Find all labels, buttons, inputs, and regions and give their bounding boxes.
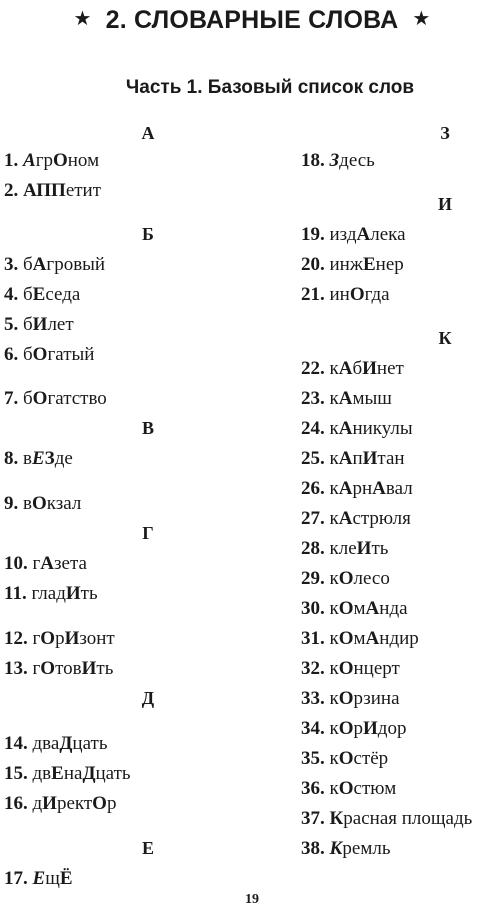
word-list-item xyxy=(4,254,105,276)
word-part: дор xyxy=(377,718,407,739)
word-list-item xyxy=(4,180,101,202)
word-list-item xyxy=(4,583,98,605)
highlighted-letter: К xyxy=(329,838,343,859)
word-list-item xyxy=(301,388,392,410)
vocabulary-word xyxy=(330,150,375,171)
word-part: вал xyxy=(385,478,413,499)
word-part: де xyxy=(54,448,73,469)
subtitle: Часть 1. Базовый список слов xyxy=(125,77,415,98)
item-number: 6. xyxy=(4,344,19,365)
word-list-item xyxy=(301,358,404,380)
vocabulary-word xyxy=(330,748,389,769)
word-part: к xyxy=(329,388,339,409)
highlighted-letter: Е xyxy=(32,284,46,305)
highlighted-letter: А xyxy=(338,478,353,499)
highlighted-letter: Д xyxy=(59,733,73,754)
word-list-item xyxy=(301,838,391,860)
highlighted-letter: О xyxy=(92,793,107,814)
word-part: рзина xyxy=(353,688,400,709)
word-part: к xyxy=(329,748,339,769)
vocabulary-word xyxy=(23,448,73,469)
word-list-item xyxy=(4,733,107,755)
item-number: 16. xyxy=(4,793,28,814)
word-part: б xyxy=(23,388,33,409)
vocabulary-word xyxy=(23,493,81,514)
word-part: лека xyxy=(370,224,406,245)
item-number: 10. xyxy=(4,553,28,574)
item-number: 19. xyxy=(301,224,325,245)
highlighted-letter: О xyxy=(32,388,48,409)
word-part: зонт xyxy=(79,628,115,649)
vocabulary-word xyxy=(23,314,74,335)
word-part: зета xyxy=(54,553,87,574)
highlighted-letter: О xyxy=(338,568,354,589)
word-list-item xyxy=(301,254,404,276)
highlighted-letter: О xyxy=(338,658,354,679)
vocabulary-word xyxy=(23,180,101,201)
letter-heading: Е xyxy=(141,838,154,858)
item-number: 4. xyxy=(4,284,19,305)
item-number: 34. xyxy=(301,718,325,739)
word-part: г xyxy=(32,553,41,574)
word-part: стёр xyxy=(353,748,389,769)
word-list-item xyxy=(4,388,107,410)
word-part: гатство xyxy=(47,388,107,409)
item-number: 3. xyxy=(4,254,19,275)
vocabulary-word xyxy=(330,718,407,739)
word-part: стрюля xyxy=(352,508,411,529)
highlighted-letter: О xyxy=(40,628,56,649)
word-part: б xyxy=(352,358,363,379)
word-part: к xyxy=(329,478,339,499)
word-part: седа xyxy=(45,284,81,305)
item-number: 27. xyxy=(301,508,325,529)
word-part: рект xyxy=(56,793,93,814)
word-list-item xyxy=(301,478,413,500)
item-number: 13. xyxy=(4,658,28,679)
highlighted-letter: Д xyxy=(82,763,96,784)
item-number: 17. xyxy=(4,868,28,889)
highlighted-letter: А xyxy=(338,388,353,409)
word-part: к xyxy=(329,718,339,739)
star-icon: ★ xyxy=(412,8,431,30)
vocabulary-word xyxy=(330,808,473,829)
item-number: 15. xyxy=(4,763,28,784)
word-part: дв xyxy=(32,763,52,784)
word-list-item xyxy=(301,718,406,740)
word-part: на xyxy=(63,763,83,784)
highlighted-letter: О xyxy=(338,778,354,799)
highlighted-letter: О xyxy=(32,344,48,365)
page-number: 19 xyxy=(245,892,259,907)
word-part: к xyxy=(329,448,339,469)
highlighted-letter: И xyxy=(64,628,80,649)
highlighted-letter: И xyxy=(363,718,378,739)
highlighted-letter: И xyxy=(81,658,97,679)
word-part: ном xyxy=(67,150,100,171)
word-part: нда xyxy=(379,598,408,619)
highlighted-letter: А xyxy=(338,448,353,469)
vocabulary-word xyxy=(23,254,105,275)
item-number: 23. xyxy=(301,388,325,409)
item-number: 12. xyxy=(4,628,28,649)
highlighted-letter: А xyxy=(40,553,55,574)
item-number: 38. xyxy=(301,838,325,859)
word-part: етит xyxy=(65,180,102,201)
highlighted-letter: А xyxy=(23,180,37,201)
item-number: 24. xyxy=(301,418,325,439)
item-number: 36. xyxy=(301,778,325,799)
word-list-item xyxy=(301,808,472,830)
word-part: гда xyxy=(364,284,390,305)
word-part: изд xyxy=(329,224,357,245)
word-list-item xyxy=(301,688,400,710)
word-part: ть xyxy=(371,538,389,559)
highlighted-letter: О xyxy=(338,748,354,769)
vocabulary-word xyxy=(33,658,114,679)
vocabulary-word xyxy=(33,868,73,889)
item-number: 32. xyxy=(301,658,325,679)
word-list-item xyxy=(4,493,81,515)
word-part: м xyxy=(353,628,366,649)
word-part: гр xyxy=(35,150,53,171)
highlighted-letter: И xyxy=(42,793,57,814)
word-list-item xyxy=(301,284,390,306)
item-number: 35. xyxy=(301,748,325,769)
vocabulary-word xyxy=(23,284,80,305)
word-part: два xyxy=(32,733,60,754)
word-part: расная площадь xyxy=(343,808,473,829)
item-number: 11. xyxy=(4,583,27,604)
highlighted-letter: Е xyxy=(32,868,46,889)
vocabulary-word xyxy=(23,388,107,409)
word-part: р xyxy=(55,628,65,649)
word-list-item xyxy=(4,658,113,680)
highlighted-letter: И xyxy=(362,448,378,469)
vocabulary-word xyxy=(330,688,400,709)
vocabulary-word xyxy=(330,418,413,439)
letter-heading: К xyxy=(438,328,452,348)
word-part: д xyxy=(32,793,43,814)
vocabulary-word xyxy=(330,658,400,679)
word-part: щ xyxy=(45,868,60,889)
word-list-item xyxy=(301,778,396,800)
word-part: к xyxy=(329,508,339,529)
highlighted-letter: А xyxy=(23,150,36,171)
word-part: нцерт xyxy=(353,658,400,679)
highlighted-letter: О xyxy=(349,284,365,305)
item-number: 28. xyxy=(301,538,325,559)
word-part: лет xyxy=(47,314,74,335)
highlighted-letter: Е xyxy=(362,254,376,275)
vocabulary-word xyxy=(23,344,94,365)
word-part: р xyxy=(353,718,364,739)
vocabulary-word xyxy=(330,388,392,409)
letter-heading: Б xyxy=(142,224,154,244)
item-number: 37. xyxy=(301,808,325,829)
word-list-item xyxy=(4,793,116,815)
word-part: глад xyxy=(31,583,66,604)
item-number: 31. xyxy=(301,628,325,649)
vocabulary-word xyxy=(33,793,117,814)
word-part: нер xyxy=(375,254,404,275)
word-part: рн xyxy=(352,478,373,499)
letter-heading: В xyxy=(141,418,154,438)
vocabulary-word xyxy=(330,508,411,529)
highlighted-letter: К xyxy=(329,808,344,829)
vocabulary-word xyxy=(330,358,404,379)
highlighted-letter: О xyxy=(31,493,47,514)
vocabulary-word xyxy=(330,838,391,859)
item-number: 22. xyxy=(301,358,325,379)
word-part: б xyxy=(23,284,33,305)
word-part: б xyxy=(23,314,33,335)
vocabulary-word xyxy=(330,568,390,589)
word-part: ндир xyxy=(379,628,419,649)
word-list-item xyxy=(4,868,73,890)
word-part: мыш xyxy=(352,388,392,409)
word-part: к xyxy=(329,778,339,799)
highlighted-letter: З xyxy=(329,150,340,171)
page-title xyxy=(0,6,504,35)
word-part: тов xyxy=(55,658,82,679)
section-title-text: 2. СЛОВАРНЫЕ СЛОВА xyxy=(105,6,399,34)
item-number: 1. xyxy=(4,150,19,171)
vocabulary-word xyxy=(330,628,419,649)
word-part: к xyxy=(329,418,339,439)
item-number: 14. xyxy=(4,733,28,754)
word-list-item xyxy=(301,224,406,246)
highlighted-letter: А xyxy=(338,358,353,379)
word-list-item xyxy=(301,568,390,590)
letter-heading: З xyxy=(440,123,450,143)
highlighted-letter: И xyxy=(32,314,48,335)
letter-heading: И xyxy=(437,194,452,214)
word-part: к xyxy=(329,688,339,709)
vocabulary-word xyxy=(23,150,99,171)
vocabulary-word xyxy=(330,478,413,499)
highlighted-letter: А xyxy=(372,478,386,499)
highlighted-letter: О xyxy=(52,150,68,171)
item-number: 26. xyxy=(301,478,325,499)
highlighted-letter: З xyxy=(44,448,55,469)
star-icon: ★ xyxy=(73,8,92,30)
word-part: ин xyxy=(329,284,350,305)
letter-heading: Г xyxy=(142,523,154,543)
word-part: г xyxy=(32,658,41,679)
word-list-item xyxy=(301,418,413,440)
word-part: г xyxy=(32,628,41,649)
word-part: никулы xyxy=(352,418,413,439)
word-part: ремль xyxy=(342,838,391,859)
highlighted-letter: Е xyxy=(51,763,64,784)
word-list-item xyxy=(301,658,400,680)
word-part: б xyxy=(23,344,33,365)
word-part: ть xyxy=(80,583,98,604)
word-part: кле xyxy=(329,538,357,559)
vocabulary-word xyxy=(330,448,405,469)
highlighted-letter: А xyxy=(356,224,371,245)
vocabulary-word xyxy=(330,538,389,559)
item-number: 33. xyxy=(301,688,325,709)
highlighted-letter: О xyxy=(338,628,354,649)
highlighted-letter: А xyxy=(338,418,353,439)
word-part: инж xyxy=(329,254,363,275)
vocabulary-word xyxy=(33,763,131,784)
item-number: 18. xyxy=(301,150,325,171)
word-list-item xyxy=(301,448,405,470)
word-part: цать xyxy=(95,763,131,784)
vocabulary-word xyxy=(33,733,108,754)
word-part: к xyxy=(329,598,339,619)
vocabulary-word xyxy=(33,628,115,649)
item-number: 5. xyxy=(4,314,19,335)
word-part: к xyxy=(329,568,339,589)
word-list-item xyxy=(301,598,408,620)
highlighted-letter: А xyxy=(365,598,380,619)
word-part: ть xyxy=(96,658,114,679)
word-list-item xyxy=(4,763,131,785)
word-part: б xyxy=(23,254,33,275)
item-number: 20. xyxy=(301,254,325,275)
word-list-item xyxy=(4,314,74,336)
item-number: 29. xyxy=(301,568,325,589)
word-list-item xyxy=(4,553,87,575)
highlighted-letter: О xyxy=(338,718,354,739)
highlighted-letter: А xyxy=(365,628,380,649)
item-number: 9. xyxy=(4,493,19,514)
word-part: р xyxy=(106,793,117,814)
highlighted-letter: И xyxy=(362,358,377,379)
word-part: к xyxy=(329,628,339,649)
word-list-item xyxy=(4,150,99,172)
highlighted-letter: Ё xyxy=(59,868,73,889)
word-part: гровый xyxy=(46,254,106,275)
word-list-item xyxy=(301,748,388,770)
vocabulary-word xyxy=(330,778,397,799)
letter-heading: А xyxy=(141,123,155,143)
vocabulary-word xyxy=(330,284,390,305)
highlighted-letter: О xyxy=(40,658,56,679)
word-part: к xyxy=(329,658,339,679)
word-part: кзал xyxy=(46,493,82,514)
item-number: 2. xyxy=(4,180,19,201)
item-number: 21. xyxy=(301,284,325,305)
vocabulary-word xyxy=(330,224,406,245)
highlighted-letter: ПП xyxy=(36,180,66,201)
highlighted-letter: О xyxy=(338,688,354,709)
letter-heading: Д xyxy=(141,688,155,708)
highlighted-letter: А xyxy=(32,254,47,275)
word-part: десь xyxy=(339,150,375,171)
word-list-item xyxy=(4,284,80,306)
item-number: 8. xyxy=(4,448,19,469)
word-part: стюм xyxy=(353,778,397,799)
word-list-item xyxy=(301,538,388,560)
word-list-item xyxy=(301,628,419,650)
word-list-item xyxy=(4,344,94,366)
word-part: цать xyxy=(72,733,108,754)
word-list-item xyxy=(4,448,73,470)
vocabulary-word xyxy=(330,254,404,275)
word-part: нет xyxy=(376,358,404,379)
word-part: тан xyxy=(377,448,405,469)
highlighted-letter: А xyxy=(338,508,353,529)
word-list-item xyxy=(301,508,411,530)
word-part: в xyxy=(23,493,32,514)
word-part: лесо xyxy=(353,568,390,589)
highlighted-letter: О xyxy=(338,598,354,619)
highlighted-letter: И xyxy=(356,538,372,559)
item-number: 30. xyxy=(301,598,325,619)
highlighted-letter: И xyxy=(65,583,81,604)
word-list-item xyxy=(301,150,375,172)
word-part: м xyxy=(353,598,366,619)
word-part: к xyxy=(329,358,339,379)
vocabulary-word xyxy=(33,553,87,574)
word-part: в xyxy=(23,448,32,469)
word-part: п xyxy=(352,448,363,469)
vocabulary-word xyxy=(330,598,408,619)
vocabulary-word xyxy=(31,583,97,604)
word-part: гатый xyxy=(47,344,95,365)
item-number: 25. xyxy=(301,448,325,469)
word-list-item xyxy=(4,628,115,650)
item-number: 7. xyxy=(4,388,19,409)
highlighted-letter: Е xyxy=(31,448,45,469)
